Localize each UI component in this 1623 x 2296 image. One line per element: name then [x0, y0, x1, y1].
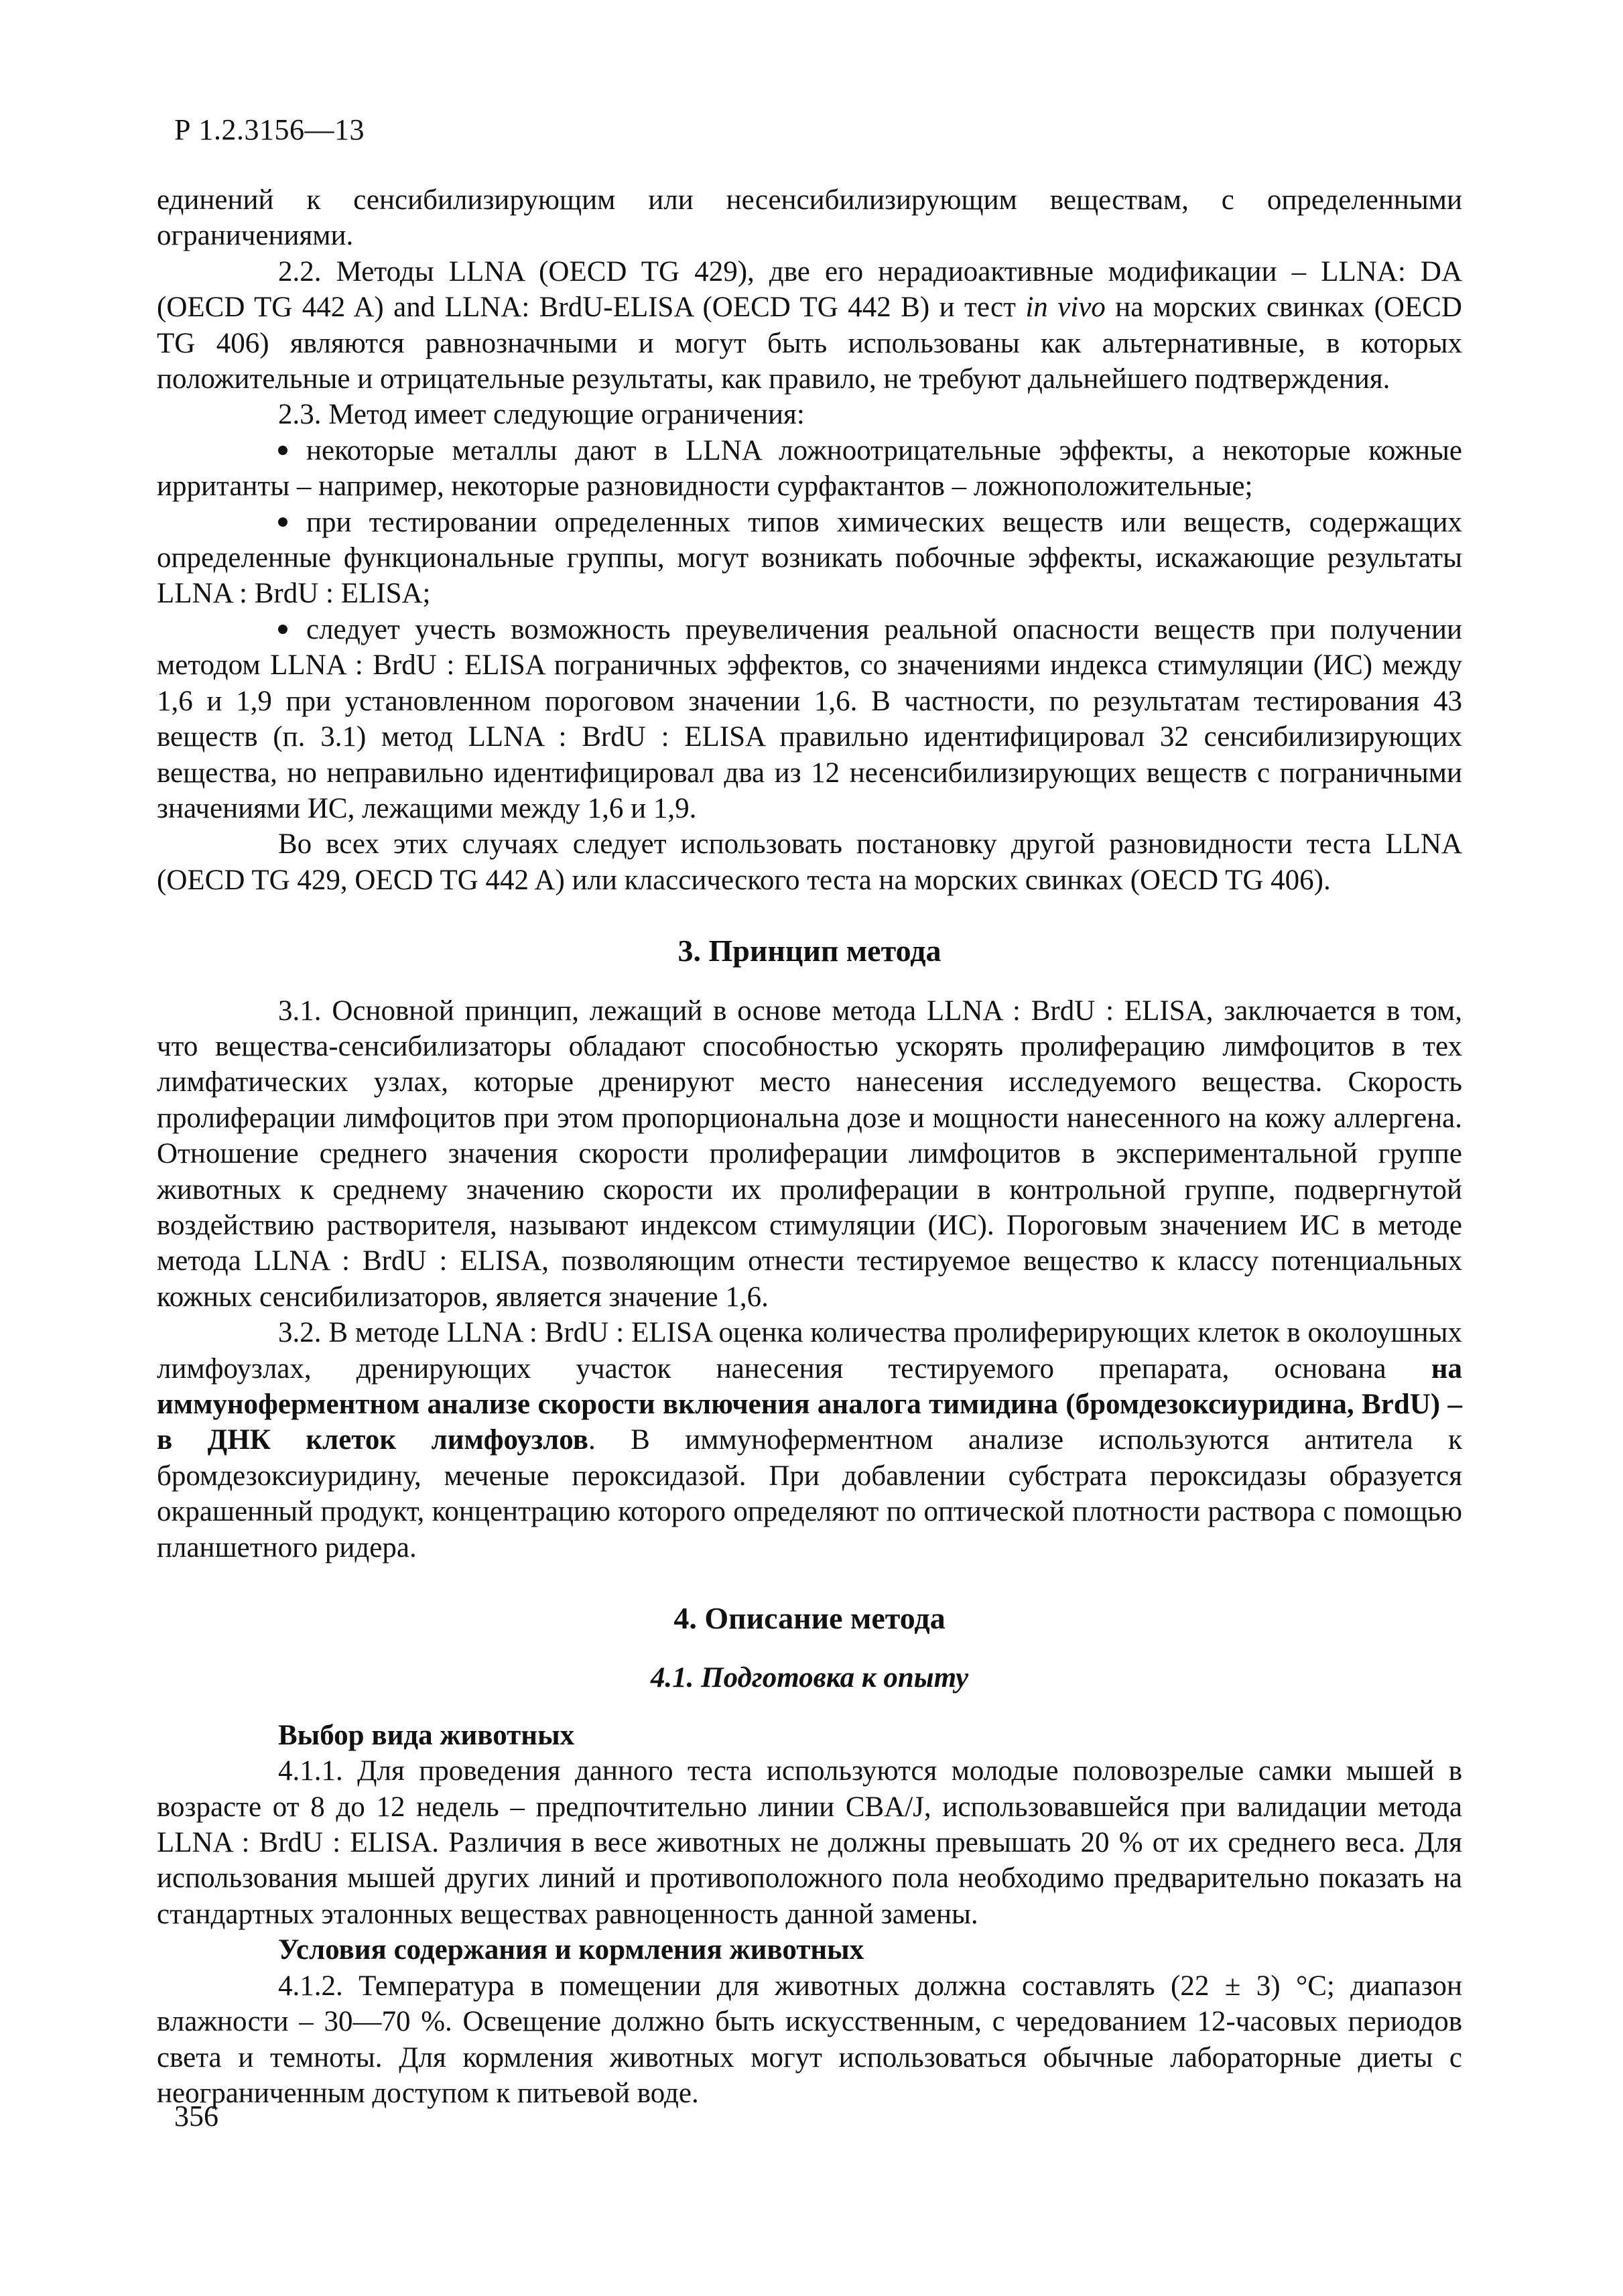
paragraph-all-cases: Во всех этих случаях следует использовать постановку другой разновидности теста LLNA (OECD TG 429, OECD TG 442 A) или классического теста на морских свинках (OECD TG 406).	[157, 828, 1462, 896]
bullet-item-2	[157, 505, 1462, 612]
bullet-item-3-text: следует учесть возможность преувеличения реальной опасности веществ при получении методом LLNA : BrdU : ELISA пограничных эффектов, со значениями индекса стимуляции (ИС) между 1,6 и 1,9 при установленном пороговом значении 1,6. В частности, по результатам тестирования 43 веществ (п. 3.1) метод LLNA : BrdU : ELISA правильно идентифицировал 32 сенсибилизирующих вещества, но неправильно идентифицировал два из 12 несенсибилизирующих веществ с пограничными значениями ИС, лежащими между 1,6 и 1,9.	[157, 613, 1462, 824]
section-heading-3: 3. Принцип метода	[677, 934, 942, 968]
section-heading-4: 4. Описание метода	[673, 1601, 946, 1636]
bullet-item-3	[157, 612, 1462, 826]
paragraph-2-2-italic: in vivo	[1025, 292, 1106, 324]
bullet-icon	[278, 517, 287, 527]
subsection-heading-4-1: 4.1. Подготовка к опыту	[650, 1662, 969, 1694]
paragraph-3-2	[157, 1315, 1462, 1566]
document-code-header: Р 1.2.3156—13	[174, 113, 365, 146]
paragraph-4-1-1: 4.1.1. Для проведения данного теста используются молодые половозрелые самки мышей в возрасте от 8 до 12 недель – предпочтительно линии CBA/J, использовавшейся при валидации метода LLNA : BrdU : ELISA. Различия в весе животных не должны превышать 20 % от их среднего веса. Для использования мышей других линий и противоположного пола необходимо предварительно показать на стандартных эталонных веществах равноценность данной замены.	[157, 1755, 1462, 1930]
paragraph-3-2-text-b: . В иммуноферментном анализе используются антитела к бромдезоксиуридину, меченые пероксидазой. При добавлении субстрата пероксидазы образуется окрашенный продукт, концентрацию которого определяют по оптической плотности раствора с помощью планшетного ридера.	[157, 1424, 1463, 1564]
bullet-icon	[278, 625, 287, 634]
bullet-item-2-text: при тестировании определенных типов химических веществ или веществ, содержащих определенные функциональные группы, могут возникать побочные эффекты, искажающие результаты LLNA : BrdU : ELISA;	[157, 506, 1462, 610]
page-number: 356	[174, 2100, 218, 2132]
paragraph-2-2-text-b: на морских свинках (OECD TG 406) являются равнозначными и могут быть использованы как альтернативные, в которых положительные и отрицательные результаты, как правило, не требуют дальнейшего подтверждения.	[157, 292, 1462, 395]
paragraph-3-1: 3.1. Основной принцип, лежащий в основе метода LLNA : BrdU : ELISA, заключается в том, что вещества-сенсибилизаторы обладают способностью ускорять пролиферацию лимфоцитов в тех лимфатических узлах, которые дренируют место нанесения исследуемого вещества. Скорость пролиферации лимфоцитов при этом пропорциональна дозе и мощности нанесенного на кожу аллергена. Отношение среднего значения скорости пролиферации лимфоцитов в экспериментальной группе животных к среднему значению скорости их пролиферации в контрольной группе, подвергнутой воздействию растворителя, называют индексом стимуляции (ИС). Пороговым значением ИС в методе метода LLNA : BrdU : ELISA, позволяющим отнести тестируемое вещество к классу потенциальных кожных сенсибилизаторов, является значение 1,6.	[157, 995, 1462, 1313]
bullet-item-1-text: некоторые металлы дают в LLNA ложноотрицательные эффекты, а некоторые кожные ирританты – например, некоторые разновидности сурфактантов – ложноположительные;	[157, 434, 1462, 503]
paragraph-3-2-text-a: 3.2. В методе LLNA : BrdU : ELISA оценка количества пролиферирующих клеток в околоушных лимфоузлах, дренирующих участок нанесения тестируемого препарата, основана	[157, 1317, 1462, 1385]
bullet-icon	[278, 446, 287, 455]
paragraph-2-3: 2.3. Метод имеет следующие ограничения:	[278, 399, 805, 431]
paragraph-4-1-2: 4.1.2. Температура в помещении для животных должна составлять (22 ± 3) °С; диапазон влажности – 30—70 %. Освещение должно быть искусственным, с чередованием 12-часовых периодов света и темноты. Для кормления животных могут использоваться обычные лабораторные диеты с неограниченным доступом к питьевой воде.	[157, 1970, 1462, 2109]
paragraph-3-2-bold: на иммуноферментном анализе скорости включения аналога тимидина (бромдезоксиуридина, BrdU) – в ДНК клеток лимфоузлов	[157, 1352, 1462, 1456]
subheading-choose-animals: Выбор вида животных	[278, 1719, 575, 1751]
bullet-item-1	[157, 433, 1462, 505]
paragraph-2-2-text-a: 2.2. Методы LLNA (OECD TG 429), две его нерадиоактивные модификации – LLNA: DA (OECD TG 442 A) and LLNA: BrdU-ELISA (OECD TG 442 B) и тест	[157, 255, 1462, 324]
paragraph-continuation: единений к сенсибилизирующим или несенсибилизирующим веществам, с определенными ограничениями.	[157, 184, 1462, 252]
document-body	[157, 182, 1462, 2111]
paragraph-2-2	[157, 254, 1462, 397]
subheading-housing: Условия содержания и кормления животных	[278, 1934, 864, 1966]
